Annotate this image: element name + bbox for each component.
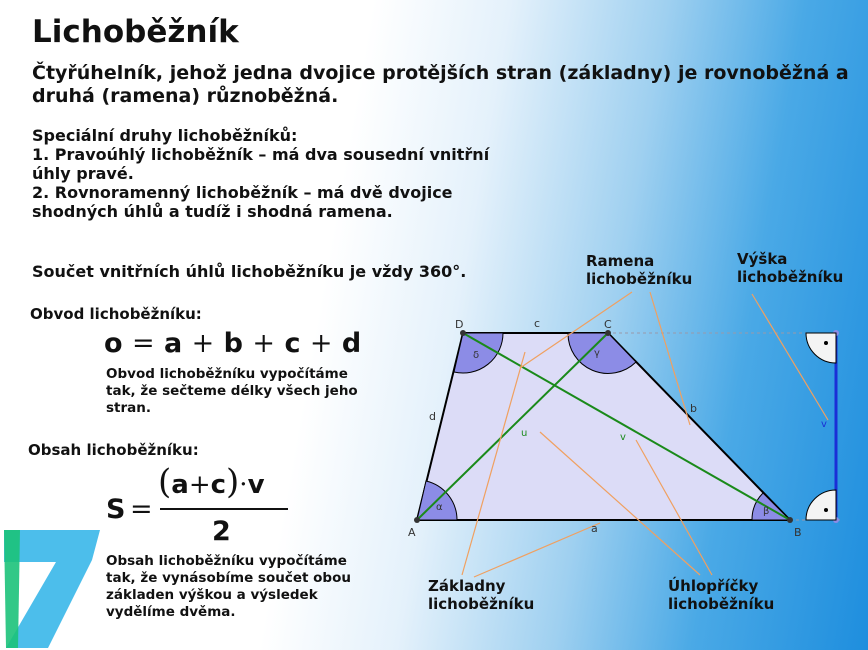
vertex-c-label: C: [604, 318, 612, 331]
right-angle-top: [806, 333, 836, 363]
side-d-label: d: [429, 410, 436, 423]
page-title: Lichoběžník: [32, 14, 239, 50]
angle-delta-label: δ: [473, 350, 480, 361]
height-label: v: [821, 419, 827, 430]
angle-sum-text: Součet vnitřních úhlů lichoběžníku je vždy 360°.: [32, 262, 467, 281]
formula-plus: +: [252, 328, 276, 359]
formula-s: S: [106, 494, 126, 525]
vertex-a-label: A: [408, 526, 416, 539]
formula-d: d: [341, 328, 362, 359]
formula-equals: =: [130, 494, 153, 525]
formula-o: o: [104, 328, 123, 359]
right-angle-bottom: [806, 490, 836, 520]
special-type-1: 1. Pravoúhlý lichoběžník – má dva sousední vnitřní úhly pravé.: [32, 145, 490, 183]
angle-gamma-label: γ: [594, 348, 600, 359]
perimeter-heading: Obvod lichoběžníku:: [30, 305, 202, 323]
formula-dot: ·: [239, 470, 248, 500]
area-heading: Obsah lichoběžníku:: [28, 441, 199, 459]
formula-c: c: [284, 328, 301, 359]
formula-paren-close: ): [226, 462, 240, 502]
formula-equals: =: [131, 328, 155, 359]
formula-paren-open: (: [158, 462, 172, 502]
callout-bases: Základny lichoběžníku: [428, 577, 535, 613]
side-b-label: b: [690, 402, 697, 415]
angle-alpha-label: α: [436, 502, 443, 513]
diagonal-v-label: v: [620, 432, 626, 443]
vertex-d-label: D: [455, 318, 464, 331]
special-type-2: 2. Rovnoramenný lichoběžník – má dvě dvojice shodných úhlů a tudíž i shodná ramena.: [32, 183, 453, 221]
formula-a: a: [171, 470, 189, 500]
perimeter-description: Obvod lichoběžníku vypočítáme tak, že sečteme délky všech jeho stran.: [106, 366, 358, 416]
formula-plus: +: [309, 328, 333, 359]
formula-plus: +: [191, 328, 215, 359]
formula-denominator: 2: [212, 516, 231, 547]
side-c-label: c: [534, 317, 541, 330]
vertex-a-point: [414, 517, 420, 523]
vertex-b-point: [787, 517, 793, 523]
callout-legs: Ramena lichoběžníku: [586, 252, 693, 288]
formula-c: c: [210, 470, 227, 500]
callout-diagonals: Úhlopříčky lichoběžníku: [668, 577, 775, 613]
side-a-label: a: [591, 522, 598, 535]
vertex-b-label: B: [794, 526, 802, 539]
special-types-heading: Speciální druhy lichoběžníků:: [32, 126, 298, 145]
callout-height: Výška lichoběžníku: [737, 250, 844, 286]
diagonal-u-label: u: [521, 428, 528, 439]
area-description: Obsah lichoběžníku vypočítáme tak, že vynásobíme součet obou základen výškou a výsledek vydělíme dvěma.: [106, 553, 351, 620]
formula-plus: +: [188, 470, 211, 500]
formula-a: a: [164, 328, 183, 359]
formula-b: b: [223, 328, 243, 359]
angle-beta-label: β: [763, 506, 770, 517]
definition: Čtyřúhelník, jehož jedna dvojice protějších stran (základny) je rovnoběžná a druhá (ramena) různoběžná.: [32, 62, 849, 107]
formula-v: v: [247, 470, 265, 500]
